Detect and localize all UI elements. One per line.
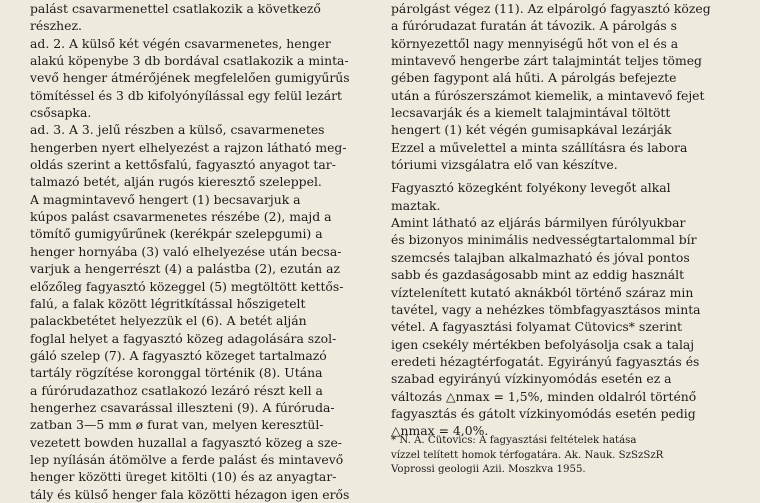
left-column-line: tály és külső henger fala közötti hézagon igen erős <box>30 486 350 502</box>
left-column-line: vevő henger átmérőjének megfelelően gumigyűrűs <box>30 70 350 86</box>
right-column-line: △nmax = 4,0%. <box>391 423 489 439</box>
left-column-line: gáló szelep (7). A fagyasztó közeget tartalmazó <box>30 347 327 363</box>
right-column-line: mintavevő hengerbe zárt talajmintát teljes tömeg <box>391 53 702 69</box>
right-column-line: Amint látható az eljárás bármilyen fúrólyukbar <box>391 215 686 231</box>
left-column-line: A magmintavevő hengert (1) becsavarjuk a <box>30 191 301 207</box>
left-column-line: palást csavarmenettel csatlakozik a következő <box>30 1 321 16</box>
right-column-line: sabb és gazdaságosabb mint az eddig használt <box>391 267 685 283</box>
right-column-line: szabad egyirányú vízkinyomódás esetén ez a <box>391 371 672 387</box>
right-column-line: gében fagypont alá hűti. A párolgás befejezte <box>391 70 677 86</box>
right-column <box>391 0 760 440</box>
right-column-line: víztelenített kutató aknákból történő száraz min <box>391 284 694 300</box>
left-column-line: lep nyílásán átömölve a ferde palást és mintavevő <box>30 451 344 467</box>
left-column-line: talmazó betét, alján rugós kieresztő szeleppel. <box>30 174 322 190</box>
left-column-line: kúpos palást csavarmenetes részébe (2), majd a <box>30 209 332 225</box>
right-column-line: fagyasztás és gátolt vízkinyomódás esetén pedig <box>391 405 696 421</box>
right-column-line: Ezzel a művelettel a minta szállításra és labora <box>391 139 688 155</box>
right-column-line: eredeti hézagtérfogatát. Egyirányú fagyasztás és <box>391 353 700 369</box>
right-column-line: a fúrórudazat furatán át távozik. A párolgás s <box>391 18 678 34</box>
left-column-line: zatban 3—5 mm ø furat van, melyen keresztül- <box>30 417 324 433</box>
right-column-line: lecsavarják és a kiemelt talajmintával töltött <box>391 105 671 121</box>
left-column-line: henger hornyába (3) való elhelyezése után becsa- <box>30 243 342 259</box>
footnote-line: * N. A. Cütovics: A fagyasztási feltételek hatása <box>391 435 637 446</box>
right-column-line: szemcsés talajban alkalmazható és jóval pontos <box>391 249 690 265</box>
right-column-line: Fagyasztó közegként folyékony levegőt alkal <box>391 180 671 196</box>
right-column-line: tavétel, vagy a nehézkes tömbfagyasztásos minta <box>391 301 701 317</box>
left-column-line: foglal helyet a fagyasztó közeg adagolására szol- <box>30 330 337 346</box>
left-column-line: részhez. <box>30 18 82 34</box>
left-column-line: hengerben nyert elhelyezést a rajzon látható meg- <box>30 139 347 155</box>
right-column-line: és bizonyos minimális nedvességtartalommal bír <box>391 232 697 248</box>
left-column-line: a fúrórudazathoz csatlakozó lezáró részt kell a <box>30 382 323 398</box>
right-column-line: változás △nmax = 1,5%, minden oldalról történő <box>391 388 697 404</box>
footnote <box>391 434 760 478</box>
left-column-line: tartály rögzítése koronggal történik (8). Utána <box>30 365 323 381</box>
left-column-line: ad. 3. A 3. jelű részben a külső, csavarmenetes <box>30 122 325 138</box>
right-column-line: párolgást végez (11). Az elpárolgó fagyasztó közeg <box>391 1 711 16</box>
left-column-line: tömítéssel és 3 db kifolyónyílással egy felül lezárt <box>30 87 342 103</box>
footnote-line: Voprossi geologii Azii. Moszkva 1955. <box>391 464 586 475</box>
left-column-line: ad. 2. A külső két végén csavarmenetes, henger <box>30 35 331 51</box>
right-column-line: hengert (1) két végén gumisapkával lezárják <box>391 122 672 138</box>
left-column-line: csősapka. <box>30 105 92 121</box>
left-column-line: oldás szerint a kettősfalú, fagyasztó anyagot tar- <box>30 157 336 173</box>
left-column-line: vezetett bowden huzallal a fagyasztó közeg a sze- <box>30 434 342 450</box>
left-column <box>30 0 368 503</box>
left-column-line: tömítő gumigyűrűnek (kerékpár szelepgumi) a <box>30 226 323 242</box>
left-column-line: henger közötti üreget kitölti (10) és az anyagtar- <box>30 469 337 485</box>
left-column-line: alakú köpenybe 3 db bordával csatlakozik a minta- <box>30 53 349 69</box>
left-column-line: palackbetétet helyezzük el (6). A betét alján <box>30 313 307 329</box>
footnote-line: vízzel telített homok térfogatára. Ak. Nauk. SzSzSzR <box>391 449 664 461</box>
left-column-line: falú, a falak között légritkítással hőszigetelt <box>30 295 306 311</box>
right-column-line: tóriumi vizsgálatra elő van készítve. <box>391 157 618 173</box>
right-column-line: igen csekély mértékben befolyásolja csak a talaj <box>391 336 695 352</box>
right-column-line: környezettől nagy mennyiségű hőt von el és a <box>391 35 679 51</box>
left-column-line: hengerhez csavarással illeszteni (9). A fúróruda- <box>30 399 335 415</box>
right-column-line: maztak. <box>391 197 441 213</box>
right-column-line: után a fúrószerszámot kiemelik, a mintavevő fejet <box>391 87 705 103</box>
left-column-line: előzőleg fagyasztó közeggel (5) megtöltött kettős- <box>30 278 344 294</box>
left-column-line: varjuk a hengerrészt (4) a palástba (2), ezután az <box>30 261 340 277</box>
right-column-line: vétel. A fagyasztási folyamat Cütovics* szerint <box>391 319 682 335</box>
